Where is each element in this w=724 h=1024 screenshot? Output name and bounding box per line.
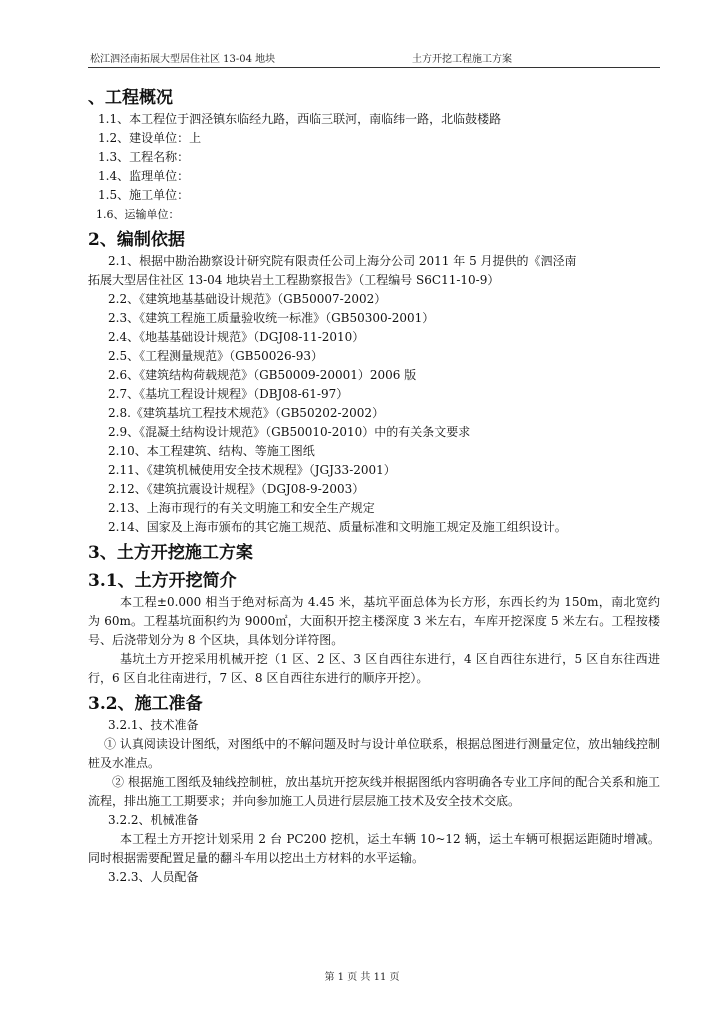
header-document-title: 土方开挖工程施工方案	[412, 54, 512, 65]
s1-item: 1.6、运输单位：	[96, 208, 180, 221]
s2-item: 2.5、《工程测量规范》（GB50026-93）	[108, 349, 323, 363]
s2-item: 2.14、国家及上海市颁布的其它施工规范、质量标准和文明施工规定及施工组织设计。	[108, 520, 567, 534]
section-2-heading: 2、编制依据	[88, 230, 185, 250]
s2-item: 2.12、《建筑抗震设计规程》（DGJ08-9-2003）	[108, 482, 365, 496]
document-body	[88, 86, 660, 887]
section-1-heading: 、工程概况	[88, 88, 173, 108]
s31-paragraph: 本工程±0.000 相当于绝对标高为 4.45 米，基坑平面总体为长方形，东西长约为 150m，南北宽约为 60m。工程基坑面积约为 9000㎡，大面积开挖主楼深度 3 米左右，车库开挖深度 5 米左右。工程按楼号、后浇带划分为 8 个区块，具体划分详符图。	[88, 595, 660, 647]
s2-item: 2.13、上海市现行的有关文明施工和安全生产规定	[108, 501, 375, 515]
s32-paragraph: ② 根据施工图纸及轴线控制桩，放出基坑开挖灰线并根据图纸内容明确各专业工序间的配合关系和施工流程，排出施工工期要求；并向参加施工人员进行层层施工技术及安全技术交底。	[88, 775, 660, 808]
section-3-2-heading: 3.2、施工准备	[88, 694, 203, 714]
s1-item: 1.2、建设单位：上	[98, 131, 202, 145]
s2-item: 2.2、《建筑地基基础设计规范》（GB50007-2002）	[108, 292, 387, 306]
subsection-title: 3.2.1、技术准备	[108, 718, 199, 732]
s1-item: 1.1、本工程位于泗泾镇东临经九路，西临三联河，南临纬一路，北临鼓楼路	[98, 112, 502, 126]
s32-paragraph: 本工程土方开挖计划采用 2 台 PC200 挖机，运土车辆 10~12 辆，运土车辆可根据运距随时增减。同时根据需要配置足量的翻斗车用以挖出土方材料的水平运输。	[88, 832, 660, 865]
subsection-title: 3.2.3、人员配备	[108, 870, 199, 884]
s2-item: 2.10、本工程建筑、结构、等施工图纸	[108, 444, 315, 458]
s2-item: 2.4、《地基基础设计规范》（DGJ08-11-2010）	[108, 330, 365, 344]
s2-item: 2.1、根据中勘治勘察设计研究院有限责任公司上海分公司 2011 年 5 月提供的《泗泾南	[108, 254, 577, 268]
s2-item: 2.6、《建筑结构荷载规范》（GB50009-20001）2006 版	[108, 368, 417, 382]
section-3-heading: 3、土方开挖施工方案	[88, 543, 253, 563]
header-divider	[88, 67, 660, 68]
s1-item: 1.3、工程名称：	[98, 150, 190, 164]
s2-item: 2.7、《基坑工程设计规程》（DBJ08-61-97）	[108, 387, 349, 401]
s2-item: 拓展大型居住社区 13-04 地块岩土工程勘察报告》（工程编号 S6C11-10-9）	[88, 273, 500, 287]
header-project-name: 松江泗泾南拓展大型居住社区 13-04 地块	[90, 54, 276, 65]
s1-item: 1.5、施工单位：	[98, 188, 190, 202]
page-footer: 第 1 页 共 11 页	[324, 972, 400, 983]
s1-item: 1.4、监理单位：	[98, 169, 190, 183]
subsection-title: 3.2.2、机械准备	[108, 813, 199, 827]
s2-item: 2.11、《建筑机械使用安全技术规程》（JGJ33-2001）	[108, 463, 396, 477]
section-3-1-heading: 3.1、土方开挖简介	[88, 571, 237, 591]
s2-item: 2.3、《建筑工程施工质量验收统一标准》（GB50300-2001）	[108, 311, 435, 325]
s2-item: 2.9、《混凝土结构设计规范》（GB50010-2010）中的有关条文要求	[108, 425, 471, 439]
s2-item: 2.8.《建筑基坑工程技术规范》（GB50202-2002）	[108, 406, 385, 420]
s31-paragraph: 基坑土方开挖采用机械开挖（1 区、2 区、3 区自西往东进行，4 区自西往东进行，5 区自东往西进行，6 区自北往南进行，7 区、8 区自西往东进行的顺序开挖）。	[88, 652, 660, 685]
s32-paragraph: ① 认真阅读设计图纸，对图纸中的不解问题及时与设计单位联系，根据总图进行测量定位，放出轴线控制桩及水准点。	[88, 737, 660, 770]
